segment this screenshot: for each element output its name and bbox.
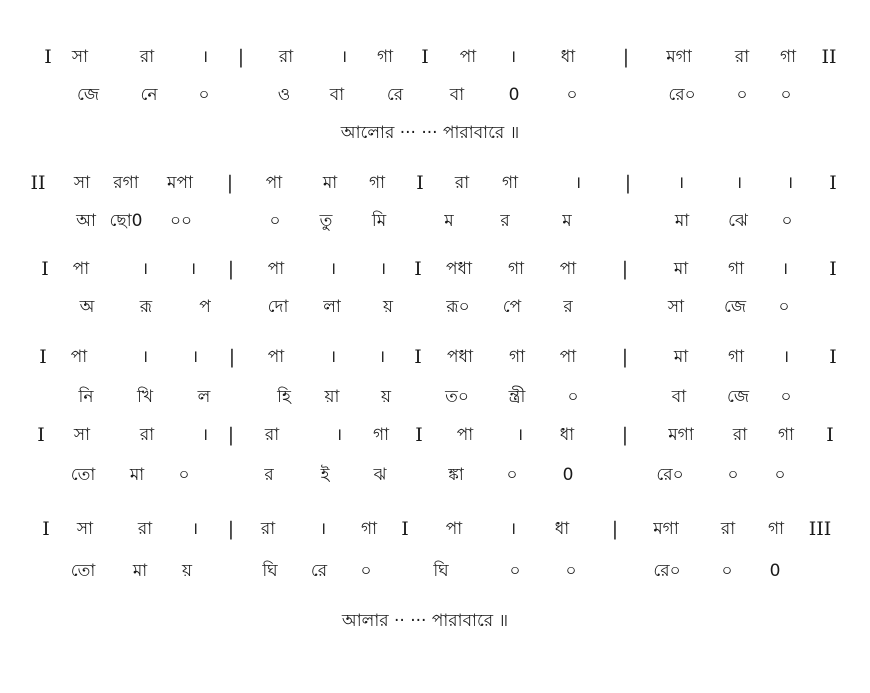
bar-mark: | <box>227 424 235 446</box>
syllable: ল <box>197 387 211 407</box>
note: পা <box>265 173 283 193</box>
syllable: আ <box>76 211 96 231</box>
bar-mark: I <box>414 346 422 368</box>
notes-line-2 <box>0 168 870 198</box>
note: । <box>509 47 517 67</box>
syllable: ০ <box>360 561 372 581</box>
note: গা <box>767 519 785 539</box>
syllable: নি <box>78 387 94 407</box>
note: গা <box>777 425 795 445</box>
note: গা <box>779 47 797 67</box>
bar-mark: | <box>621 346 629 368</box>
note: মা <box>673 347 689 367</box>
syllable: অ <box>79 297 95 317</box>
syllable: ও <box>277 85 291 105</box>
lyrics-line-4 <box>0 382 870 412</box>
syllable: ন্ত্রী <box>508 387 526 407</box>
note: । <box>191 347 199 367</box>
note: মা <box>322 173 338 193</box>
note: গা <box>727 347 745 367</box>
note: গা <box>508 347 526 367</box>
note: । <box>677 173 685 193</box>
bar-mark: | <box>622 46 630 68</box>
syllable: য়া <box>324 387 340 407</box>
note: । <box>379 259 387 279</box>
bar-mark: | <box>624 172 632 194</box>
syllable: রে০ <box>656 465 684 485</box>
lyrics-line-2 <box>0 206 870 236</box>
note: গা <box>501 173 519 193</box>
syllable: রূ <box>139 297 153 317</box>
syllable: বা <box>449 85 465 105</box>
note: রা <box>139 425 155 445</box>
syllable: মা <box>132 561 148 581</box>
syllable: 0 <box>508 85 520 105</box>
note: । <box>191 519 199 539</box>
note: । <box>201 47 209 67</box>
note: গা <box>372 425 390 445</box>
syllable: রে <box>386 85 404 105</box>
syllable: নে <box>140 85 158 105</box>
bar-mark: | <box>227 258 235 280</box>
note: ধা <box>560 47 576 67</box>
syllable: বা <box>671 387 687 407</box>
syllable: হি <box>277 387 291 407</box>
lyrics-line-3 <box>0 292 870 322</box>
syllable: পে <box>502 297 522 317</box>
syllable: ঘি <box>433 561 449 581</box>
syllable: ম <box>444 211 454 231</box>
syllable: ০ <box>721 561 733 581</box>
syllable: মা <box>674 211 690 231</box>
syllable: ০ <box>506 465 518 485</box>
note: রা <box>264 425 280 445</box>
syllable: মি <box>371 211 387 231</box>
bar-mark: | <box>227 518 235 540</box>
notes-line-5 <box>0 420 870 450</box>
note: । <box>378 347 386 367</box>
syllable: ০ <box>736 85 748 105</box>
lyrics-line-6 <box>0 556 870 586</box>
syllable: ত০ <box>445 387 469 407</box>
refrain-line-1 <box>0 118 870 148</box>
note: । <box>189 259 197 279</box>
syllable: ঝে <box>728 211 748 231</box>
syllable: ঘি <box>262 561 278 581</box>
note: পা <box>459 47 477 67</box>
bar-mark: | <box>237 46 245 68</box>
syllable: রে <box>310 561 328 581</box>
note: পধা <box>447 347 473 367</box>
syllable: ০ <box>198 85 210 105</box>
syllable: ঙ্কা <box>448 465 464 485</box>
syllable: সা <box>667 297 685 317</box>
bar-mark: | <box>621 258 629 280</box>
note: ধা <box>554 519 570 539</box>
note: রগা <box>113 173 139 193</box>
refrain-line-2 <box>0 606 870 636</box>
notes-line-4 <box>0 342 870 372</box>
note: গা <box>507 259 525 279</box>
syllable: য় <box>181 561 193 581</box>
note: মপা <box>167 173 193 193</box>
bar-mark: I <box>416 172 424 194</box>
bar-mark: I <box>829 346 837 368</box>
note: পা <box>456 425 474 445</box>
note: রা <box>278 47 294 67</box>
note: গা <box>376 47 394 67</box>
syllable: ০ <box>269 211 281 231</box>
bar-mark: I <box>41 258 49 280</box>
note: । <box>574 173 582 193</box>
note: সা <box>76 519 94 539</box>
syllable: য় <box>382 297 394 317</box>
note: । <box>786 173 794 193</box>
bar-mark: II <box>30 172 46 194</box>
bar-mark: I <box>829 258 837 280</box>
note: । <box>340 47 348 67</box>
syllable: মা <box>129 465 145 485</box>
note: । <box>509 519 517 539</box>
note: রা <box>139 47 155 67</box>
note: রা <box>734 47 750 67</box>
note: গা <box>360 519 378 539</box>
bar-mark: I <box>39 346 47 368</box>
lyrics-line-1 <box>0 80 870 110</box>
syllable: লা <box>323 297 341 317</box>
notes-line-1 <box>0 42 870 72</box>
syllable: তু <box>319 211 333 231</box>
syllable: ০ <box>780 387 792 407</box>
note: রা <box>454 173 470 193</box>
syllable: ০ <box>780 85 792 105</box>
note: পা <box>70 347 88 367</box>
syllable: ই <box>320 465 330 485</box>
syllable: ০০ <box>169 211 193 231</box>
syllable: ০ <box>778 297 790 317</box>
note: মগা <box>668 425 694 445</box>
syllable: ০ <box>727 465 739 485</box>
syllable: ০ <box>178 465 190 485</box>
note: রা <box>720 519 736 539</box>
note: রা <box>137 519 153 539</box>
note: । <box>319 519 327 539</box>
syllable: জে <box>726 387 750 407</box>
syllable: দো <box>267 297 289 317</box>
bar-mark: I <box>829 172 837 194</box>
note: । <box>329 259 337 279</box>
syllable: তো <box>70 561 96 581</box>
syllable: র <box>500 211 510 231</box>
note: মা <box>673 259 689 279</box>
syllable: 0 <box>562 465 574 485</box>
syllable: 0 <box>769 561 781 581</box>
syllable: জে <box>723 297 747 317</box>
bar-mark: II <box>821 46 837 68</box>
refrain-text: আলার ·· ··· পারাবারে ॥ <box>341 611 509 631</box>
note: পা <box>559 259 577 279</box>
syllable: ০ <box>509 561 521 581</box>
note: সা <box>71 47 89 67</box>
bar-mark: | <box>621 424 629 446</box>
note: পা <box>445 519 463 539</box>
bar-mark: | <box>228 346 236 368</box>
note: । <box>781 259 789 279</box>
note: মগা <box>653 519 679 539</box>
note: পা <box>559 347 577 367</box>
syllable: রূ০ <box>446 297 470 317</box>
lyrics-line-5 <box>0 460 870 490</box>
note: গা <box>368 173 386 193</box>
note: । <box>516 425 524 445</box>
syllable: প <box>199 297 211 317</box>
bar-mark: I <box>42 518 50 540</box>
bar-mark: I <box>421 46 429 68</box>
bar-mark: III <box>808 518 832 540</box>
note: পা <box>267 347 285 367</box>
syllable: ০ <box>774 465 786 485</box>
syllable: র <box>264 465 274 485</box>
bar-mark: | <box>226 172 234 194</box>
notes-line-6 <box>0 514 870 544</box>
note: পধা <box>446 259 472 279</box>
note: ধা <box>559 425 575 445</box>
bar-mark: I <box>401 518 409 540</box>
note: পা <box>267 259 285 279</box>
refrain-text: আলোর ··· ··· পারাবারে ॥ <box>340 123 520 143</box>
bar-mark: | <box>611 518 619 540</box>
syllable: ঝ <box>373 465 387 485</box>
note: মগা <box>666 47 692 67</box>
syllable: জে <box>76 85 100 105</box>
syllable: ০ <box>565 561 577 581</box>
bar-mark: I <box>37 424 45 446</box>
note: । <box>329 347 337 367</box>
note: রা <box>732 425 748 445</box>
syllable: রে০ <box>653 561 681 581</box>
syllable: বা <box>329 85 345 105</box>
syllable: ০ <box>566 85 578 105</box>
syllable: ০ <box>567 387 579 407</box>
syllable: খি <box>136 387 154 407</box>
note: পা <box>72 259 90 279</box>
note: রা <box>260 519 276 539</box>
note: সা <box>73 173 91 193</box>
bar-mark: I <box>415 424 423 446</box>
note: সা <box>73 425 91 445</box>
syllable: ম <box>562 211 572 231</box>
note: । <box>141 347 149 367</box>
note: গা <box>727 259 745 279</box>
syllable: য় <box>380 387 392 407</box>
note: । <box>735 173 743 193</box>
notes-line-3 <box>0 254 870 284</box>
bar-mark: I <box>826 424 834 446</box>
syllable: রে০ <box>668 85 696 105</box>
note: । <box>201 425 209 445</box>
syllable: ছো0 <box>109 211 143 231</box>
note: । <box>335 425 343 445</box>
bar-mark: I <box>414 258 422 280</box>
syllable: তো <box>70 465 96 485</box>
bar-mark: I <box>44 46 52 68</box>
note: । <box>141 259 149 279</box>
note: । <box>782 347 790 367</box>
syllable: ০ <box>781 211 793 231</box>
syllable: র <box>563 297 573 317</box>
